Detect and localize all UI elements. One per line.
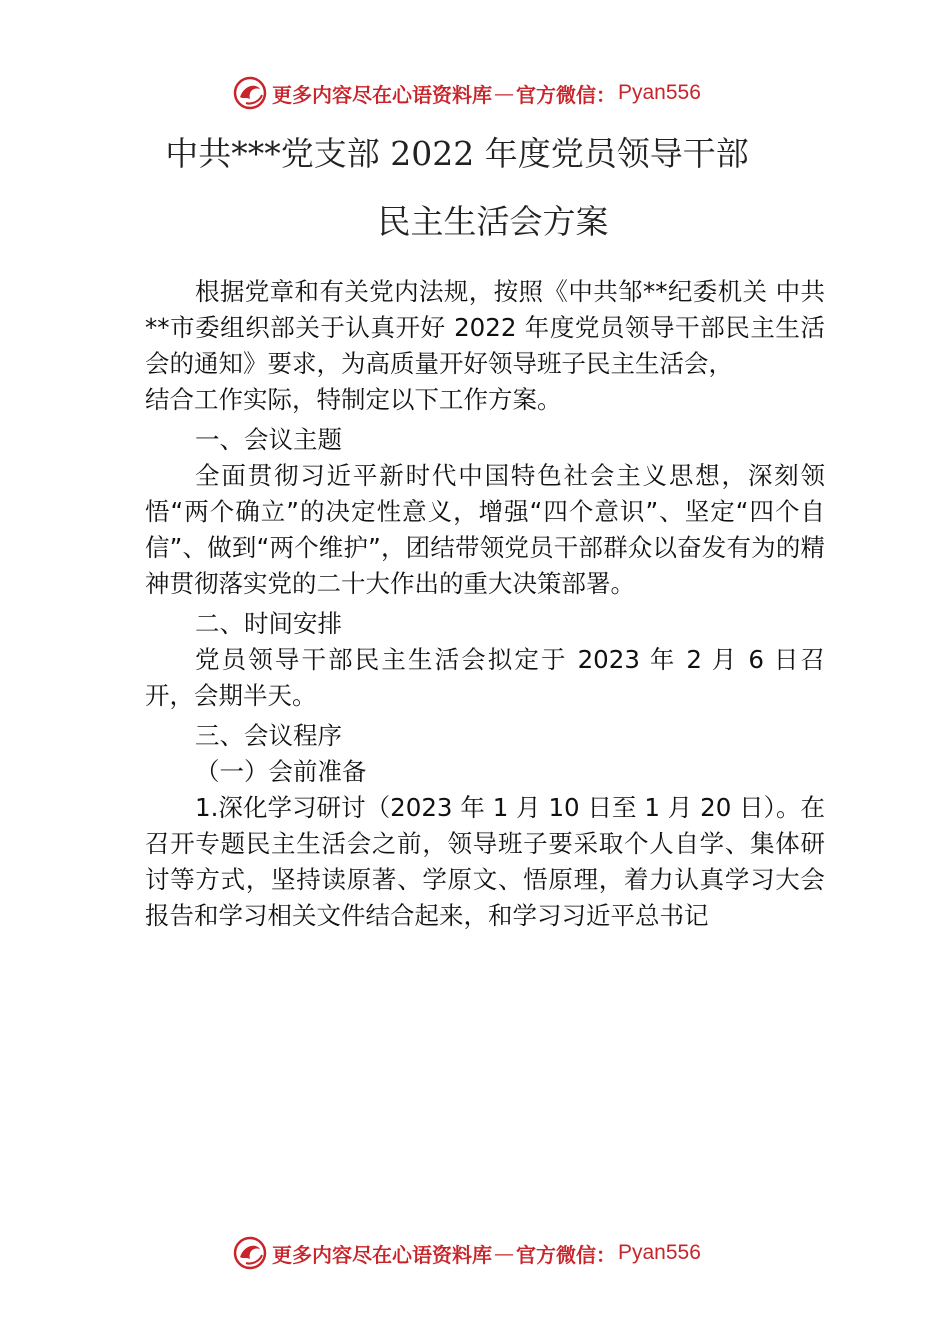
section1-heading: 一、会议主题	[195, 425, 342, 454]
intro-paragraph-tail: 结合工作实际，特制定以下工作方案。	[145, 385, 562, 414]
footer-banner	[232, 1233, 701, 1273]
subsection1-heading: （一）会前准备	[195, 757, 367, 786]
red-swirl-logo-icon	[232, 1235, 268, 1271]
intro-paragraph: 根据党章和有关党内法规，按照《中共邹**纪委机关 中共**市委组织部关于认真开好 2022 年度党员领导干部民主生活会的通知》要求，为高质量开好领导班子民主生活会，	[145, 277, 825, 378]
document-title-line2: 民主生活会方案	[377, 202, 609, 241]
promo-text: 更多内容尽在心语资料库	[272, 82, 492, 107]
document-body	[145, 274, 825, 934]
banner-separator: —	[494, 81, 514, 105]
banner-separator: —	[494, 1241, 514, 1265]
item1-text: 1.深化学习研讨（2023 年 1 月 10 日至 1 月 20 日）。在召开专题民主生活会之前，领导班子要采取个人自学、集体研讨等方式，坚持读原著、学原文、悟原理，着力认真学习大会报告和学习相关文件结合起来，和学习习近平总书记	[145, 793, 825, 930]
wechat-id: Pyan556	[618, 81, 701, 104]
promo-text: 更多内容尽在心语资料库	[272, 1242, 492, 1267]
header-banner	[232, 73, 701, 113]
wechat-label: 官方微信：	[516, 1242, 616, 1267]
wechat-label: 官方微信：	[516, 82, 616, 107]
wechat-id: Pyan556	[618, 1241, 701, 1264]
section2-text: 党员领导干部民主生活会拟定于 2023 年 2 月 6 日召开，会期半天。	[145, 645, 825, 710]
section2-heading: 二、时间安排	[195, 609, 342, 638]
section1-text: 全面贯彻习近平新时代中国特色社会主义思想，深刻领悟“两个确立”的决定性意义，增强“四个意识”、坚定“四个自信”、做到“两个维护”，团结带领党员干部群众以奋发有为的精神贯彻落实党的二十大作出的重大决策部署。	[145, 461, 825, 598]
red-swirl-logo-icon	[232, 75, 268, 111]
section3-heading: 三、会议程序	[195, 721, 342, 750]
document-title-line1: 中共***党支部 2022 年度党员领导干部	[165, 134, 749, 173]
